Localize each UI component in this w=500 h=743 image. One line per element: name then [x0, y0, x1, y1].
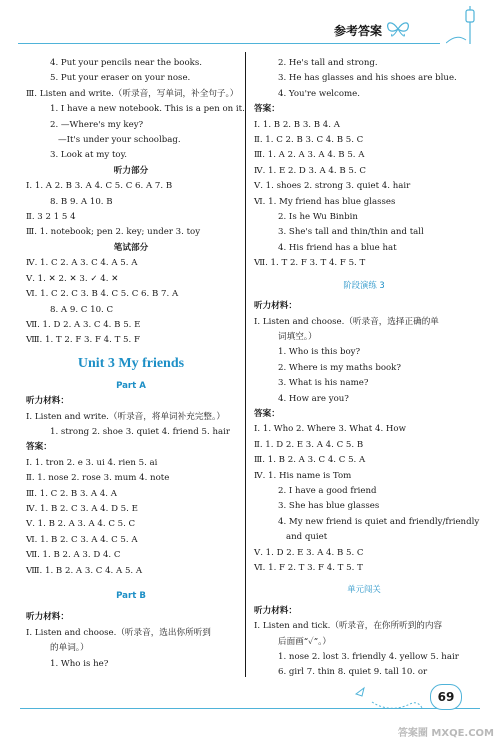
header-rule — [18, 43, 440, 44]
answer-line: 2. —Where's my key? — [50, 119, 144, 130]
answer-line: Ⅱ. 1. D 2. E 3. A 4. C 5. B — [254, 439, 364, 450]
page-header — [0, 0, 500, 48]
answer-line: 后面画“✓”。） — [278, 636, 331, 647]
answer-line: 3. Look at my toy. — [50, 150, 128, 161]
answer-line: 4. You're welcome. — [278, 88, 360, 99]
answer-line: Ⅳ. 1. C 2. A 3. C 4. A 5. A — [26, 258, 138, 269]
answer-line: 答案： — [254, 408, 280, 419]
answer-line: Ⅳ. 1. B 2. C 3. A 4. D 5. E — [26, 503, 138, 514]
answer-line: —It's under your schoolbag. — [58, 135, 181, 146]
answer-line: 1. nose 2. lost 3. friendly 4. yellow 5. hair — [278, 652, 459, 663]
answer-line: Ⅶ. 1. D 2. A 3. C 4. B 5. E — [26, 319, 141, 330]
answer-line: Ⅲ. Listen and write.（听录音，写单词，补全句子。） — [26, 88, 239, 99]
answer-line: Ⅴ. 1. B 2. A 3. A 4. C 5. C — [26, 519, 136, 530]
column-divider — [245, 52, 246, 677]
answer-line: Ⅵ. 1. F 2. T 3. F 4. T 5. T — [254, 563, 363, 573]
butterfly-icon — [384, 18, 412, 40]
answer-line: 4. His friend has a blue hat — [278, 242, 397, 253]
answer-line: Ⅴ. 1. shoes 2. strong 3. quiet 4. hair — [254, 181, 411, 192]
answer-line: 听力材料： — [254, 605, 297, 616]
answer-line: 6. girl 7. thin 8. quiet 9. tall 10. or — [278, 667, 428, 678]
footer-rule — [20, 708, 480, 709]
page-number: 69 — [430, 684, 462, 710]
answer-line: 听力部分 — [113, 165, 149, 176]
unit-review-title: 单元闯关 — [347, 584, 381, 595]
answer-line: Ⅴ. 1. ✕ 2. ✕ 3. ✓ 4. ✕ — [26, 273, 119, 284]
answer-line: Ⅵ. 1. B 2. C 3. A 4. C 5. A — [26, 534, 138, 545]
answer-line: 答案： — [26, 442, 52, 453]
answer-line: Ⅶ. 1. T 2. F 3. T 4. F 5. T — [254, 258, 366, 269]
answer-line: Ⅰ. Listen and write.（听录音，将单词补充完整。） — [26, 411, 225, 422]
answer-line: 词填空。） — [278, 331, 317, 342]
answer-line: 3. She has blue glasses — [278, 501, 380, 512]
header-title: 参考答案 — [333, 24, 382, 38]
answer-line: 4. Put your pencils near the books. — [50, 58, 202, 68]
answer-line: Ⅲ. 1. C 2. B 3. A 4. A — [26, 488, 117, 499]
answer-line: and quiet — [286, 532, 328, 543]
answer-line: Ⅱ. 1. nose 2. rose 3. mum 4. note — [26, 473, 170, 484]
answer-line: Ⅴ. 1. D 2. E 3. A 4. B 5. C — [254, 547, 364, 558]
answer-line: Ⅰ. Listen and choose.（听录音，选出你所听到 — [26, 627, 211, 638]
answer-line: 的单词。） — [50, 643, 89, 654]
answer-line: 1. I have a new notebook. This is a pen on it. — [50, 104, 245, 115]
answer-line: 笔试部分 — [113, 242, 149, 253]
answer-line: 8. B 9. A 10. B — [50, 196, 113, 207]
answer-line: Ⅰ. 1. tron 2. e 3. ui 4. rien 5. ai — [26, 457, 158, 468]
answer-line: 听力材料： — [254, 301, 297, 312]
answer-line: Ⅶ. 1. B 2. A 3. D 4. C — [26, 550, 121, 561]
answer-line: Ⅷ. 1. B 2. A 3. C 4. A 5. A — [26, 565, 143, 576]
answer-line: 5. Put your eraser on your nose. — [50, 73, 191, 84]
answer-line: Ⅲ. 1. notebook; pen 2. key; under 3. toy — [26, 227, 201, 238]
answer-line: 3. She's tall and thin/thin and tall — [278, 227, 424, 238]
answer-line: Ⅵ. 1. My friend has blue glasses — [254, 196, 396, 207]
answer-line: 1. Who is he? — [50, 658, 109, 669]
left-column — [26, 56, 245, 672]
stage-practice-title: 阶段演练 3 — [343, 279, 385, 290]
right-column — [254, 56, 480, 681]
answer-line: 听力材料： — [26, 396, 69, 407]
answer-line: Ⅵ. 1. C 2. C 3. B 4. C 5. C 6. B 7. A — [26, 289, 179, 300]
answer-line: 1. strong 2. shoe 3. quiet 4. friend 5. hair — [50, 426, 230, 437]
part-a-label: Part A — [116, 380, 146, 391]
answer-line: 2. He's tall and strong. — [278, 58, 378, 68]
answer-line: Ⅲ. 1. B 2. A 3. C 4. C 5. A — [254, 455, 366, 466]
unit-title: Unit 3 My friends — [77, 355, 185, 371]
watermark-logo: 答案圈 MXQE.COM — [397, 728, 494, 739]
answer-line: 3. He has glasses and his shoes are blue. — [278, 73, 457, 84]
answer-line: Ⅳ. 1. E 2. D 3. A 4. B 5. C — [254, 165, 366, 176]
answer-line: Ⅰ. 1. B 2. B 3. B 4. A — [254, 119, 340, 130]
answer-line: Ⅲ. 1. A 2. A 3. A 4. B 5. A — [254, 150, 365, 161]
answer-line: 2. I have a good friend — [278, 485, 377, 496]
answer-line: 4. How are you? — [278, 393, 349, 404]
answer-line: Ⅰ. Listen and choose.（听录音，选择正确的单 — [254, 316, 439, 327]
answer-line: Ⅰ. Listen and tick.（听录音，在你所听到的内容 — [254, 621, 443, 632]
answer-line: 1. Who is this boy? — [278, 347, 361, 358]
answer-line: Ⅰ. 1. Who 2. Where 3. What 4. How — [254, 424, 406, 435]
lamp-icon — [446, 6, 478, 46]
answer-line: Ⅱ. 1. C 2. B 3. C 4. B 5. C — [254, 135, 364, 146]
page-footer — [0, 670, 500, 743]
answer-line: 4. My new friend is quiet and friendly/friendly — [278, 516, 480, 527]
answer-line: 2. Where is my maths book? — [278, 362, 402, 373]
part-b-label: Part B — [116, 591, 146, 601]
answer-line: 3. What is his name? — [278, 378, 369, 389]
answer-line: Ⅳ. 1. His name is Tom — [254, 470, 352, 481]
answer-line: 答案： — [254, 104, 280, 115]
answer-line: Ⅷ. 1. T 2. F 3. F 4. T 5. F — [26, 335, 140, 346]
answer-line: 听力材料： — [26, 612, 69, 623]
answer-line: 8. A 9. C 10. C — [50, 304, 114, 315]
answer-line: Ⅱ. 3 2 1 5 4 — [26, 212, 76, 223]
answer-line: 2. Is he Wu Binbin — [278, 212, 358, 223]
answer-line: Ⅰ. 1. A 2. B 3. A 4. C 5. C 6. A 7. B — [26, 181, 173, 192]
